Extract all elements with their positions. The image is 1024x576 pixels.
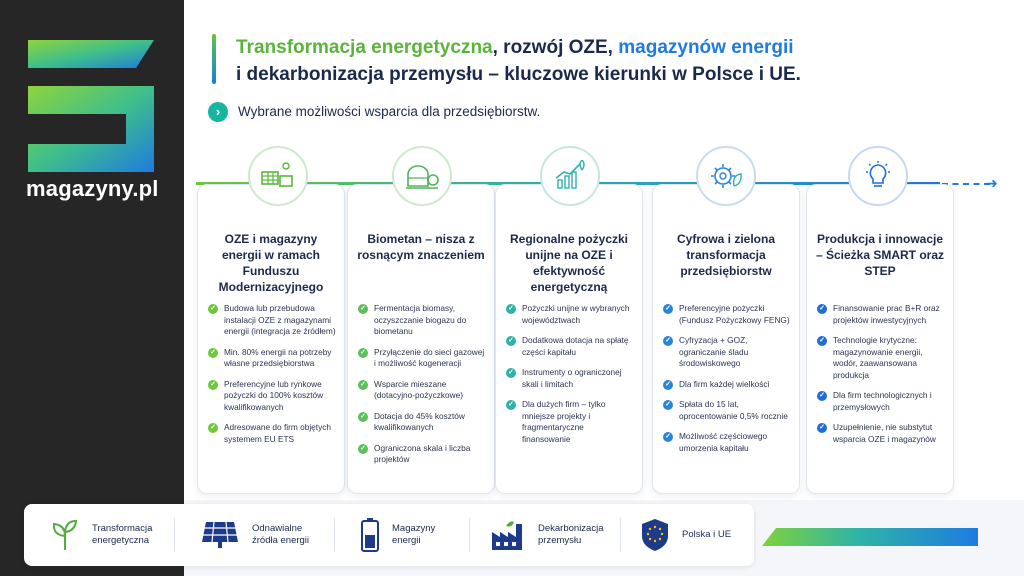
list-item: ✓ Przyłączenie do sieci gazowej i możliwość kogeneracji <box>358 347 486 370</box>
list-item: ✓ Finansowanie prac B+R oraz projektów inwestycyjnych <box>817 303 945 326</box>
solar-house-icon <box>248 146 308 206</box>
list-item: ✓ Instrumenty o ograniczonej skali i limitach <box>506 367 634 390</box>
growth-chart-icon <box>540 146 600 206</box>
list-item: ✓ Uzupełnienie, nie substytut wsparcia OZE i magazynów <box>817 422 945 445</box>
legend-divider <box>469 518 470 552</box>
check-icon: ✓ <box>358 444 368 454</box>
check-icon: ✓ <box>817 304 827 314</box>
legend-item <box>360 516 435 554</box>
list-item: ✓ Dotacja do 45% kosztów kwalifikowanych <box>358 411 486 434</box>
title-line-2: i dekarbonizacja przemysłu – kluczowe kierunki w Polsce i UE. <box>236 64 801 85</box>
list-item: ✓ Fermentacja biomasy, oczyszczanie biogazu do biometanu <box>358 303 486 338</box>
page-subtitle: Wybrane możliwości wsparcia dla przedsiębiorstw. <box>238 104 541 119</box>
list-item: ✓ Preferencyjne lub rynkowe pożyczki do 100% kosztów kwalifikowanych <box>208 379 336 414</box>
card-biometan <box>347 184 495 494</box>
check-icon: ✓ <box>663 400 673 410</box>
list-item: ✓ Wsparcie mieszane (dotacyjno-pożyczkowe) <box>358 379 486 402</box>
check-icon: ✓ <box>663 336 673 346</box>
sprout-icon <box>50 518 80 552</box>
battery-icon <box>360 517 380 553</box>
biogas-plant-icon <box>392 146 452 206</box>
title-part-2: , rozwój OZE, <box>492 37 619 58</box>
card-oze-modernizacja <box>197 184 345 494</box>
chevron-right-icon: › <box>208 102 228 122</box>
list-item: ✓ Spłata do 15 lat, oprocentowanie 0,5% rocznie <box>663 399 791 422</box>
legend-label: Magazyny energii <box>392 523 436 546</box>
check-icon: ✓ <box>663 304 673 314</box>
card-title: Regionalne pożyczki unijne na OZE i efektywność energetyczną <box>509 232 629 294</box>
gear-leaf-icon <box>696 146 756 206</box>
list-item: ✓ Preferencyjne pożyczki (Fundusz Pożyczkowy FENG) <box>663 303 791 326</box>
list-item: ✓ Budowa lub przebudowa instalacji OZE z magazynami energii (integracja ze źródłem) <box>208 303 336 338</box>
list-item: ✓ Cyfryzacja + GOZ, ograniczanie śladu środowiskowego <box>663 335 791 370</box>
check-icon: ✓ <box>358 348 368 358</box>
check-icon: ✓ <box>506 368 516 378</box>
card-title: Cyfrowa i zielona transformacja przedsiębiorstw <box>676 232 776 278</box>
list-item: ✓ Dodatkowa dotacja na spłatę części kapitału <box>506 335 634 358</box>
check-icon: ✓ <box>817 423 827 433</box>
list-item: ✓ Adresowane do firm objętych systemem EU ETS <box>208 422 336 445</box>
card-list <box>358 303 486 475</box>
check-icon: ✓ <box>506 400 516 410</box>
decorative-stripe <box>762 528 978 546</box>
title-part-1: Transformacja energetyczna <box>236 37 493 58</box>
list-item: ✓ Dla dużych firm – tylko mniejsze projekty i fragmentaryczne finansowanie <box>506 399 634 445</box>
list-item: ✓ Ograniczona skala i liczba projektów <box>358 443 486 466</box>
factory-icon <box>490 518 526 552</box>
card-cyfrowa-zielona <box>652 184 800 494</box>
title-part-3: magazynów energii <box>618 37 794 58</box>
check-icon: ✓ <box>663 432 673 442</box>
legend-label: Odnawialne źródła energii <box>252 523 310 546</box>
list-item: ✓ Dla firm każdej wielkości <box>663 379 791 391</box>
card-title: Biometan – nisza z rosnącym znaczeniem <box>357 232 485 262</box>
legend-divider <box>620 518 621 552</box>
check-icon: ✓ <box>208 348 218 358</box>
list-item: ✓ Dla firm technologicznych i przemysłowych <box>817 390 945 413</box>
page-title <box>236 34 801 88</box>
title-accent-bar <box>212 34 216 84</box>
legend-bar <box>24 504 754 566</box>
legend-divider <box>334 518 335 552</box>
check-icon: ✓ <box>663 380 673 390</box>
legend-item <box>200 516 309 554</box>
card-title: OZE i magazyny energii w ramach Funduszu Modernizacyjnego <box>218 232 324 294</box>
legend-item <box>50 516 152 554</box>
arrow-right-icon: ➜ <box>986 175 998 191</box>
legend-divider <box>174 518 175 552</box>
legend-label: Transformacja energetyczna <box>92 523 153 546</box>
card-list <box>208 303 336 454</box>
card-list <box>817 303 945 454</box>
list-item: ✓ Pożyczki unijne w wybranych województwach <box>506 303 634 326</box>
check-icon: ✓ <box>358 412 368 422</box>
lightbulb-icon <box>848 146 908 206</box>
card-list <box>506 303 634 454</box>
eu-flag-icon <box>640 518 670 552</box>
check-icon: ✓ <box>817 391 827 401</box>
check-icon: ✓ <box>358 380 368 390</box>
brand-panel <box>0 0 184 576</box>
card-list <box>663 303 791 463</box>
card-regionalne-pozyczki <box>495 184 643 494</box>
card-produkcja-innowacje <box>806 184 954 494</box>
check-icon: ✓ <box>208 423 218 433</box>
legend-item <box>490 516 603 554</box>
check-icon: ✓ <box>208 380 218 390</box>
logo-e-icon <box>28 40 158 172</box>
check-icon: ✓ <box>358 304 368 314</box>
list-item: ✓ Technologie krytyczne: magazynowanie energii, wodór, zaawansowana produkcja <box>817 335 945 381</box>
check-icon: ✓ <box>208 304 218 314</box>
legend-label: Polska i UE <box>682 529 732 540</box>
check-icon: ✓ <box>817 336 827 346</box>
legend-label: Dekarbonizacja przemysłu <box>538 523 604 546</box>
list-item: ✓ Min. 80% energii na potrzeby własne przedsiębiorstwa <box>208 347 336 370</box>
card-title: Produkcja i innowacje – Ścieżka SMART oraz STEP <box>815 232 945 278</box>
solar-panel-icon <box>200 520 240 550</box>
legend-item <box>640 516 731 554</box>
brand-name[interactable]: magazyny.pl <box>26 176 159 201</box>
list-item: ✓ Możliwość częściowego umorzenia kapitału <box>663 431 791 454</box>
check-icon: ✓ <box>506 304 516 314</box>
check-icon: ✓ <box>506 336 516 346</box>
